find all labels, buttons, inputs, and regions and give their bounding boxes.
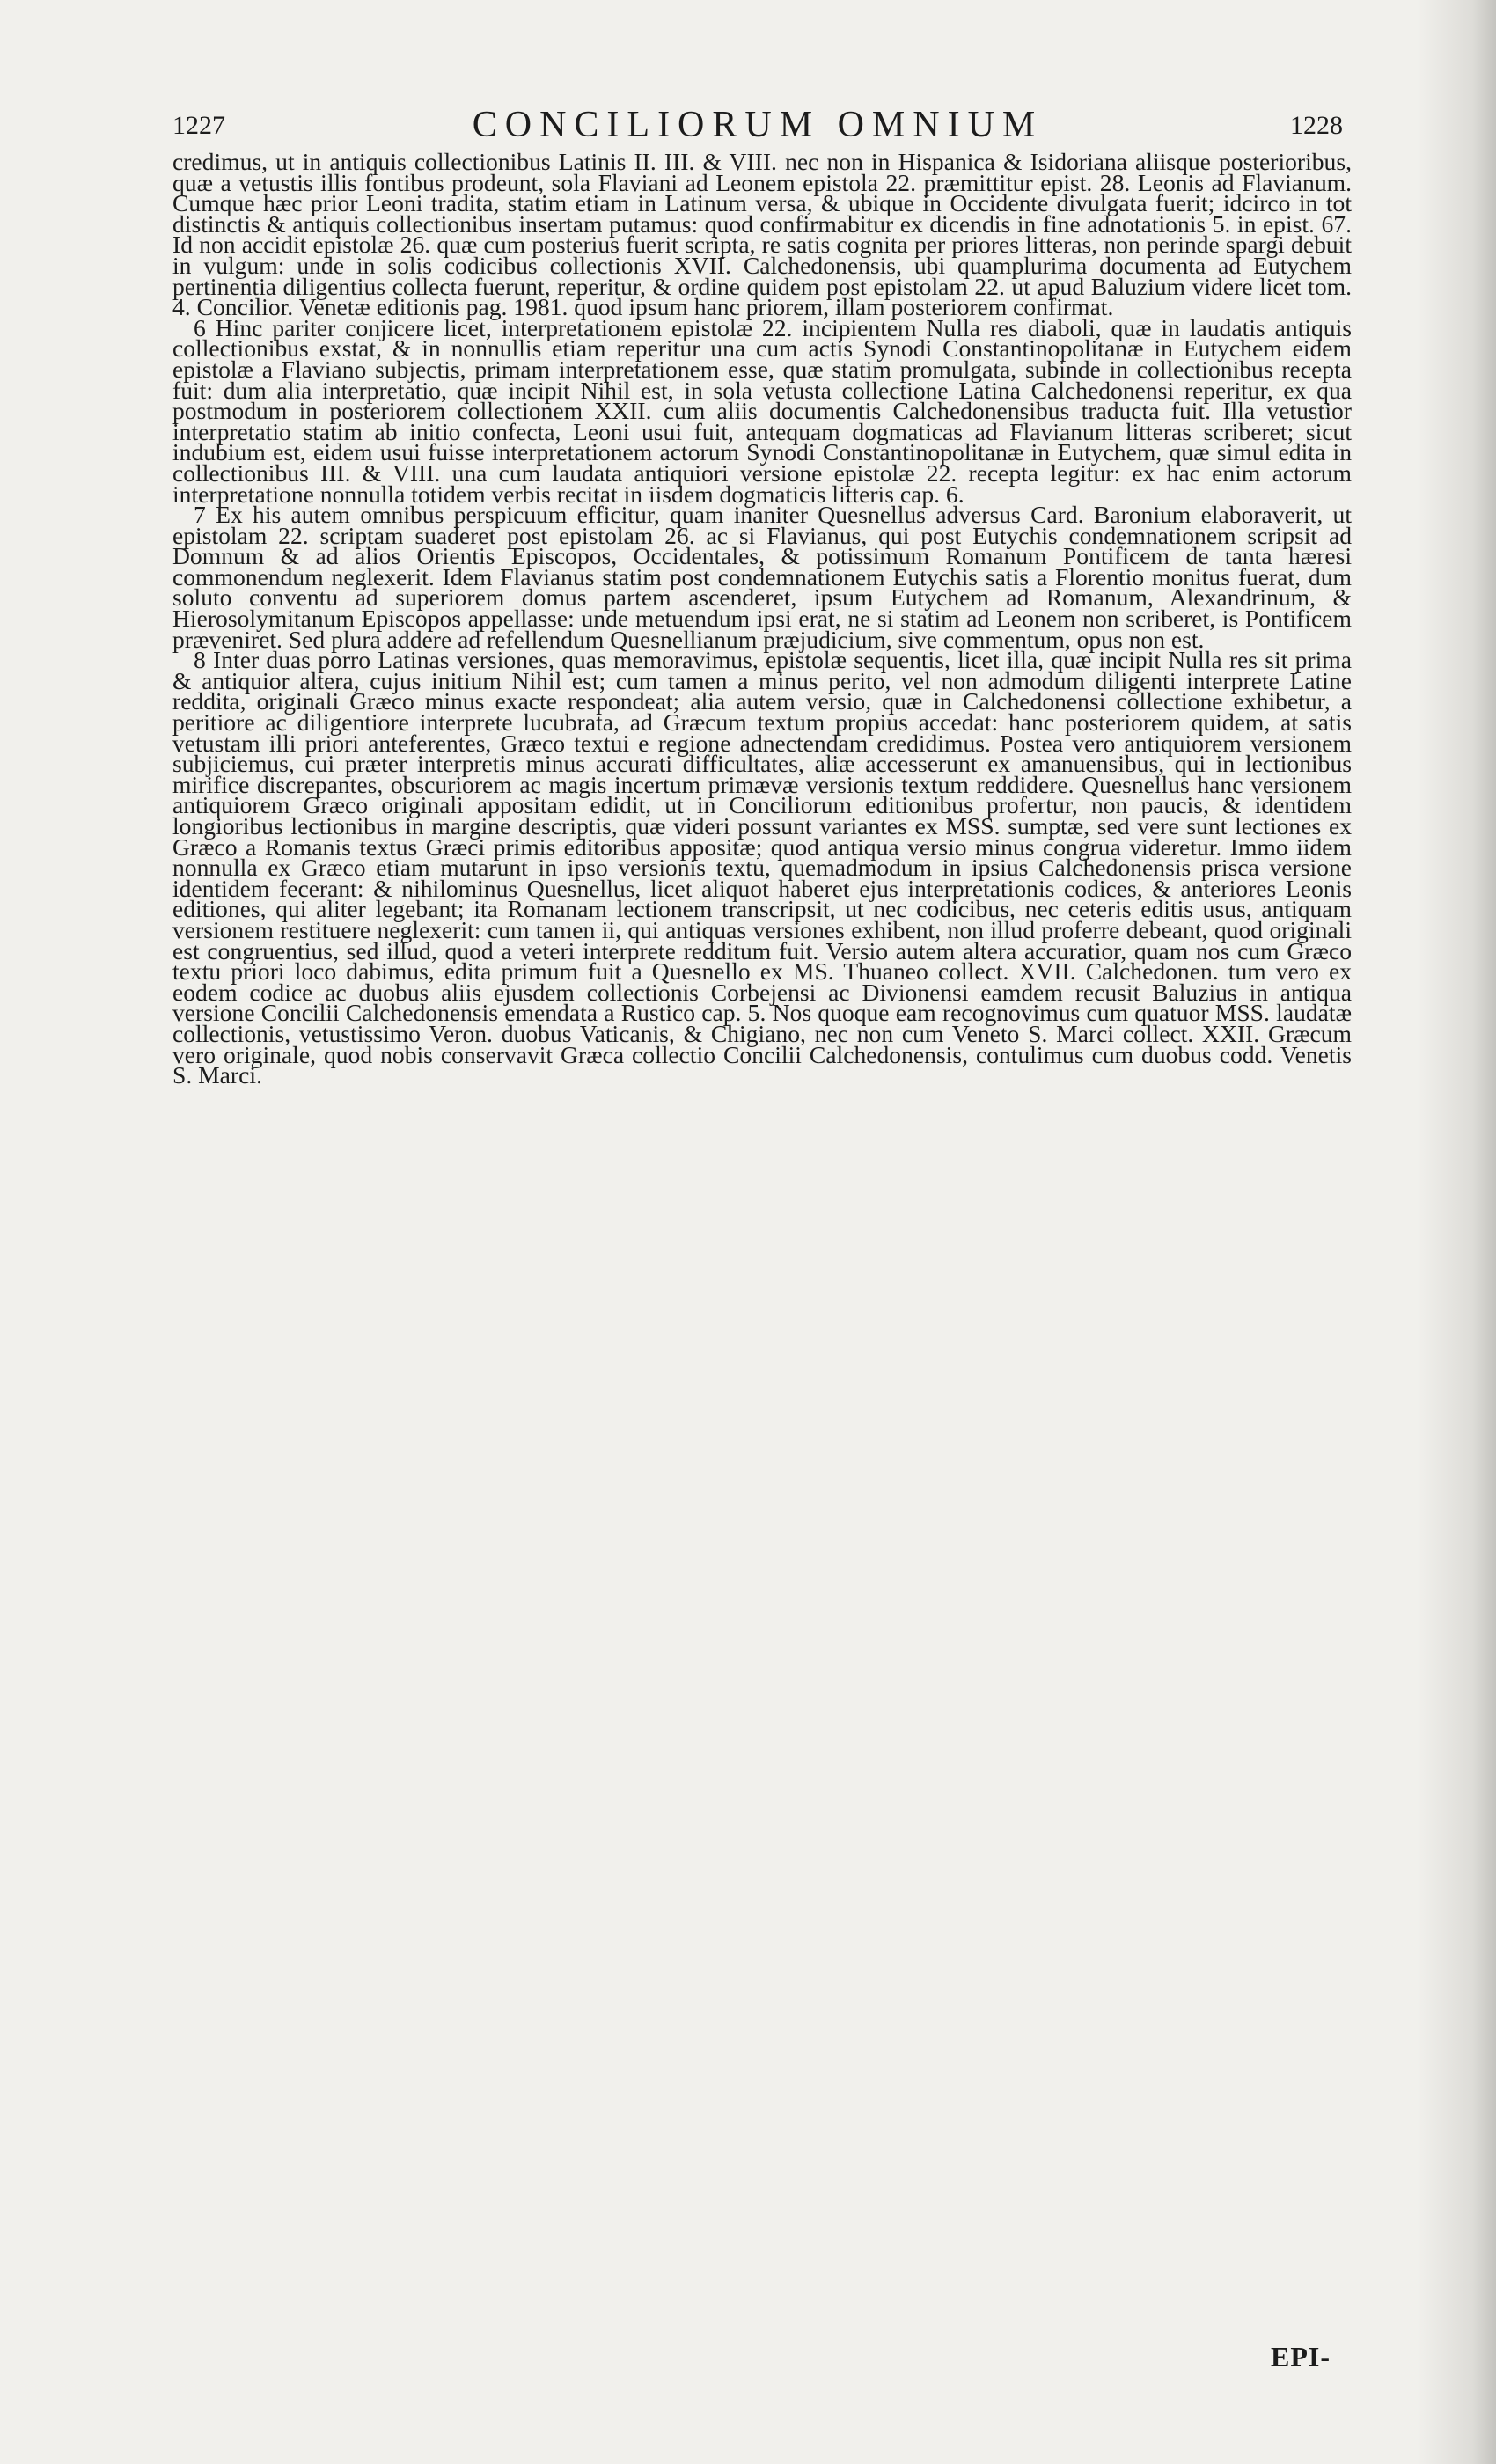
body-text (172, 148, 1352, 1089)
paragraph-6: 6 Hinc pariter conjicere licet, interpretationem epistolæ 22. incipientem Nulla res diaboli, quæ in laudatis antiquis collectionibus exstat, & in nonnullis etiam reperitur una cum actis Synodi Constantinopolitanæ in Eutychem eidem epistolæ a Flaviano subjectis, primam interpretationem esse, quæ statim promulgata, subinde in collectionibus recepta fuit: dum alia interpretatio, quæ incipit Nihil est, in sola vetusta collectione Latina Calchedonensi reperitur, ex qua postmodum in posteriorem collectionem XXII. cum aliis documentis Calchedonensibus traducta fuit. Illa vetustior interpretatio statim ab initio confecta, Leoni usui fuit, antequam dogmaticas ad Flavianum litteras scriberet; sicut indubium est, eidem usui fuisse interpretationem actorum Synodi Constantinopolitanæ in Eutychem, quæ simul edita in collectionibus III. & VIII. una cum laudata antiquiori versione epistolæ 22. recepta legitur: ex hac enim actorum interpretatione nonnulla totidem verbis recitat in iisdem dogmaticis litteris cap. 6. (172, 313, 1352, 508)
page-number-left: 1227 (172, 111, 225, 140)
page-number-right: 1228 (1290, 111, 1343, 140)
catchword: EPI- (1271, 2341, 1331, 2372)
paragraph-8: 8 Inter duas porro Latinas versiones, quas memoravimus, epistolæ sequentis, licet illa, quæ incipit Nulla res sit prima & antiquior altera, cujus initium Nihil est; cum tamen a minus perito, vel non admodum diligenti interprete Latine reddita, originali Græco minus exacte respondeat; alia autem versio, quæ in Calchedonensi collectione exhibetur, a peritiore ac diligentiore interprete lucubrata, ad Græcum textum propius accedat: hanc posteriorem quidem, at satis vetustam illi priori anteferentes, Græco textui e regione adnectendam credidimus. Postea vero antiquiorem versionem subjiciemus, cui præter interpretis minus accurati difficultates, aliæ accesserunt ex amanuensibus, qui in lectionibus mirifice discrepantes, obscuriorem ac magis incertum primævæ versionis textum reddidere. Quesnellus hanc versionem antiquiorem Græco originali appositam edidit, ut in Conciliorum editionibus profertur, non paucis, & identidem longioribus lectionibus in margine descriptis, quæ videri possunt variantes ex MSS. sumptæ, sed vere sunt lectiones ex Græco a Romanis textus Græci primis editoribus appositæ; quod antiqua versio minus congrua videretur. Immo iidem nonnulla ex Græco etiam mutarunt in ipso versionis textu, quemadmodum in ipsius Calchedonensis prisca versione identidem fecerant: & nihilominus Quesnellus, licet aliquot haberet ejus interpretationis codices, & anteriores Leonis editiones, qui aliter legebant; ita Romanam lectionem transcripsit, ut nec codicibus, nec ceteris editis usus, antiquam versionem restituere neglexerit: cum tamen ii, qui antiquas versiones exhibent, non illud proferre debeant, quod originali est congruentius, sed illud, quod a veteri interprete redditum fuit. Versio autem altera accuratior, quam nos cum Græco textu priori loco dabimus, edita primum fuit a Quesnello ex MS. Thuaneo collect. XVII. Calchedonen. tum vero ex eodem codice ac duobus aliis ejusdem collectionis Corbejensi ac Divionensi eamdem recusit Baluzius in antiqua versione Concilii Calchedonensis emendata a Rustico cap. 5. Nos quoque eam recognovimus cum quatuor MSS. laudatæ collectionis, vetustissimo Veron. duobus Vaticanis, & Chigiano, nec non cum Veneto S. Marci collect. XXII. Græcum vero originale, quod nobis conservavit Græca collectio Concilii Calchedonensis, contulimus cum duobus codd. Venetis S. Marci. (172, 646, 1352, 1089)
paragraph-7: 7 Ex his autem omnibus perspicuum efficitur, quam inaniter Quesnellus adversus Card. Baronium elaboraverit, ut epistolam 22. scriptam suaderet post epistolam 26. ac si Flavianus, qui post Eutychis condemnationem scripsit ad Domnum & ad alios Orientis Episcopos, Occidentales, & potissimum Romanum Pontificem de tanta hæresi commonendum neglexerit. Idem Flavianus statim post condemnationem Eutychis satis a Florentio monitus fuerat, dum soluto conventu ad superiorem domus partem ascenderet, ipsum Eutychem ad Romanum, Alexandrinum, & Hierosolymitanum Episcopos appellasse: unde metuendum ipsi erat, ne si statim ad Leonem non scriberet, is Pontificem præveniret. Sed plura addere ad refellendum Quesnellianum præjudicium, sive commentum, opus non est. (172, 501, 1352, 653)
page-header (172, 104, 1343, 148)
paragraph-continuation: credimus, ut in antiquis collectionibus Latinis II. III. & VIII. nec non in Hispanica & Isidoriana aliisque posterioribus, quæ a vetustis illis fontibus prodeunt, sola Flaviani ad Leonem epistola 22. præmittitur epist. 28. Leonis ad Flavianum. Cumque hæc prior Leoni tradita, statim etiam in Latinum versa, & ubique in Occidente divulgata fuerit; idcirco in tot distinctis & antiquis collectionibus insertam putamus: quod confirmabitur ex dicendis in fine adnotationis 5. in epist. 67. Id non accidit epistolæ 26. quæ cum posterius fuerit scripta, re satis cognita per priores litteras, non perinde spargi debuit in vulgum: unde in solis codicibus collectionis XVII. Calchedonensis, ubi quamplurima documenta ad Eutychem pertinentia diligentius collecta fuerunt, reperitur, & ordine quidem post epistolam 22. ut apud Baluzium videre licet tom. 4. Concilior. Venetæ editionis pag. 1981. quod ipsum hanc priorem, illam posteriorem confirmat. (172, 148, 1352, 321)
binding-shadow (1417, 0, 1496, 2464)
running-title: CONCILIORUM OMNIUM (472, 105, 1044, 145)
